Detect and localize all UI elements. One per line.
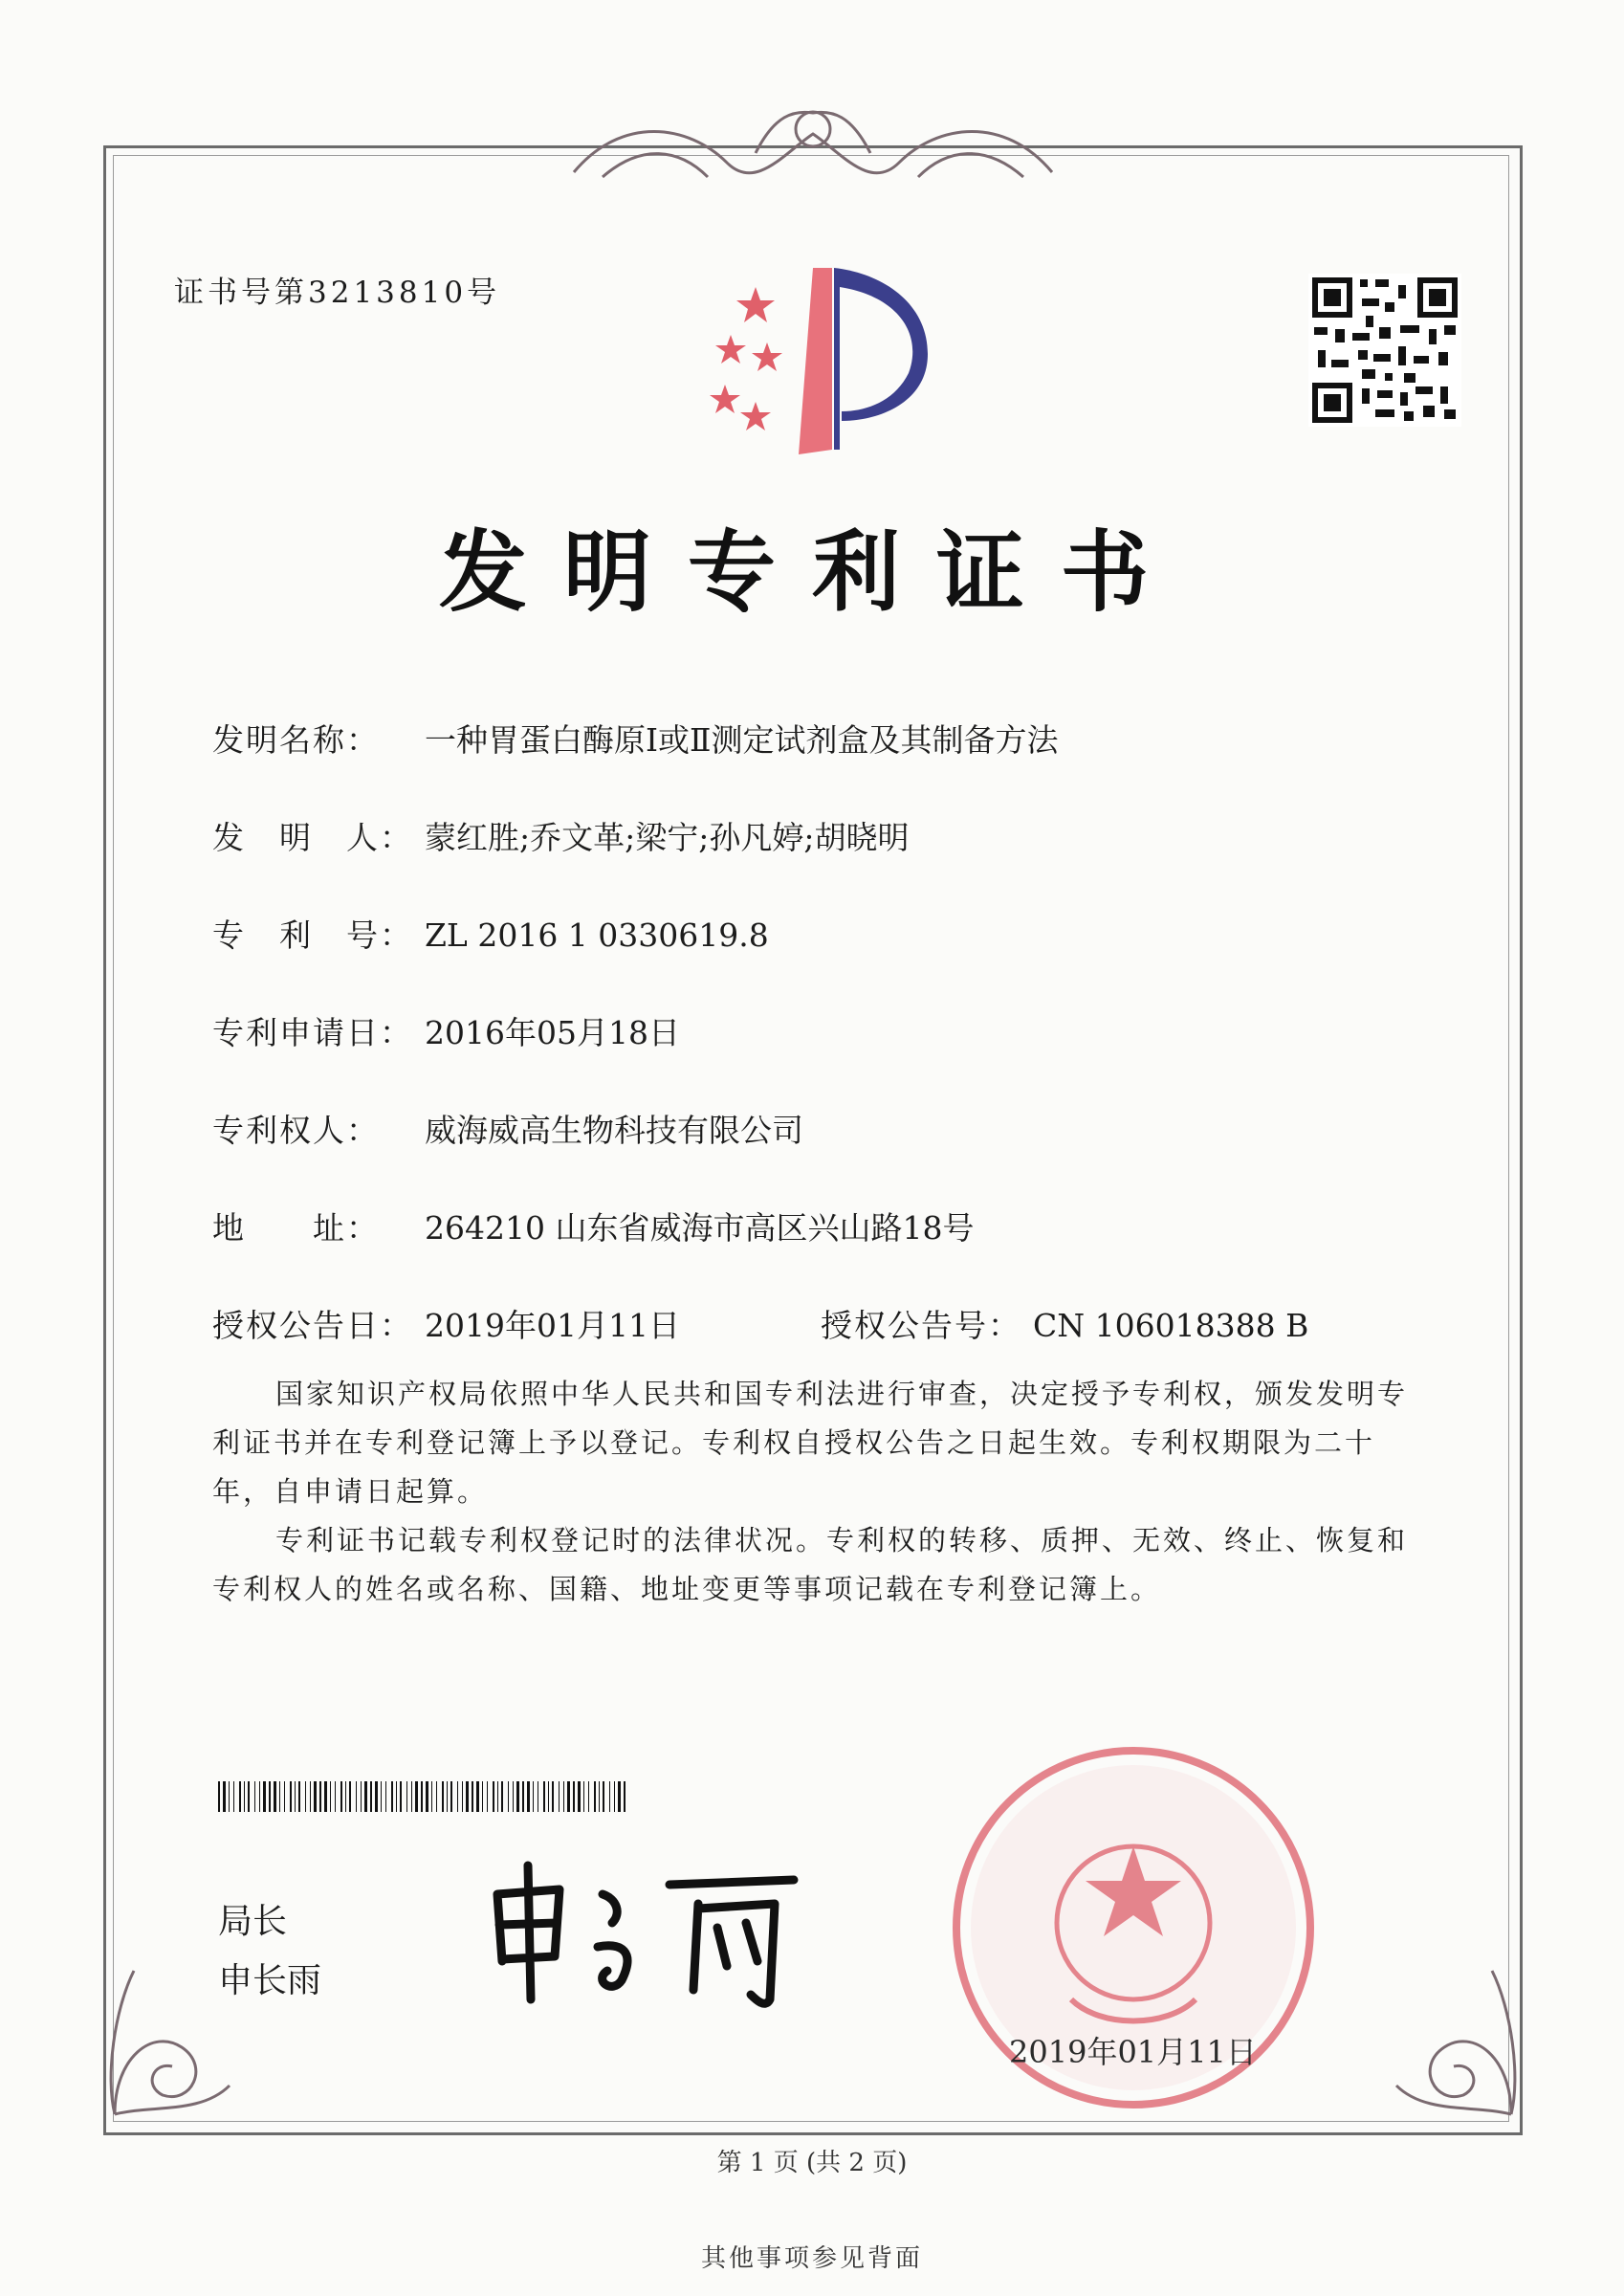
field-announcement-number <box>821 1301 1308 1346</box>
field-patent-number <box>212 911 769 956</box>
field-application-date <box>212 1008 680 1053</box>
field-label: 授权公告号： <box>821 1307 1021 1344</box>
field-grant-date <box>212 1301 680 1346</box>
field-value: 264210 山东省威海市高区兴山路18号 <box>425 1209 975 1247</box>
cnipa-logo <box>689 258 937 464</box>
certificate-body <box>212 1370 1427 1614</box>
bottom-right-ornament <box>1377 1942 1530 2133</box>
certificate-number: 证书号第3213810号 <box>174 276 501 310</box>
page-number: 第 1 页 (共 2 页) <box>716 2149 908 2177</box>
field-value: 2016年05月18日 <box>425 1014 680 1051</box>
field-value: 2019年01月11日 <box>425 1307 680 1344</box>
director-name: 申长雨 <box>218 1961 322 2000</box>
field-value: ZL 2016 1 0330619.8 <box>425 916 769 954</box>
seal-date: 2019年01月11日 <box>1009 2034 1257 2070</box>
qr-code <box>1308 274 1461 427</box>
field-label: 专利权人： <box>212 1112 380 1149</box>
field-value: 威海威高生物科技有限公司 <box>425 1112 803 1149</box>
field-value: CN 106018388 B <box>1033 1307 1309 1344</box>
field-value: 蒙红胜;乔文革;梁宁;孙凡婷;胡晓明 <box>425 819 910 856</box>
field-label: 地 址： <box>212 1209 380 1247</box>
field-label: 发 明 人： <box>212 819 413 856</box>
field-patentee <box>212 1106 803 1151</box>
certificate-title: 发明专利证书 <box>438 521 1185 624</box>
director-block <box>218 1892 321 2011</box>
field-inventors <box>212 813 909 858</box>
top-ornament <box>536 96 1090 201</box>
field-value: 一种胃蛋白酶原Ⅰ或Ⅱ测定试剂盒及其制备方法 <box>425 721 1059 759</box>
field-invention-name <box>212 716 1058 761</box>
field-address <box>212 1203 974 1248</box>
field-label: 专 利 号： <box>212 916 413 954</box>
field-label: 专利申请日： <box>212 1014 413 1051</box>
field-label: 授权公告日： <box>212 1307 413 1344</box>
field-label: 发明名称： <box>212 721 380 759</box>
paragraph: 国家知识产权局依照中华人民共和国专利法进行审查，决定授予专利权，颁发发明专利证书并在专利登记簿上予以登记。专利权自授权公告之日起生效。专利权期限为二十年，自申请日起算。 <box>212 1378 1409 1508</box>
director-signature <box>478 1856 832 2009</box>
footer-note: 其他事项参见背面 <box>700 2244 923 2273</box>
paragraph: 专利证书记载专利权登记时的法律状况。专利权的转移、质押、无效、终止、恢复和专利权人的姓名或名称、国籍、地址变更等事项记载在专利登记簿上。 <box>212 1524 1409 1605</box>
director-title: 局长 <box>218 1902 288 1941</box>
barcode <box>218 1781 629 1812</box>
